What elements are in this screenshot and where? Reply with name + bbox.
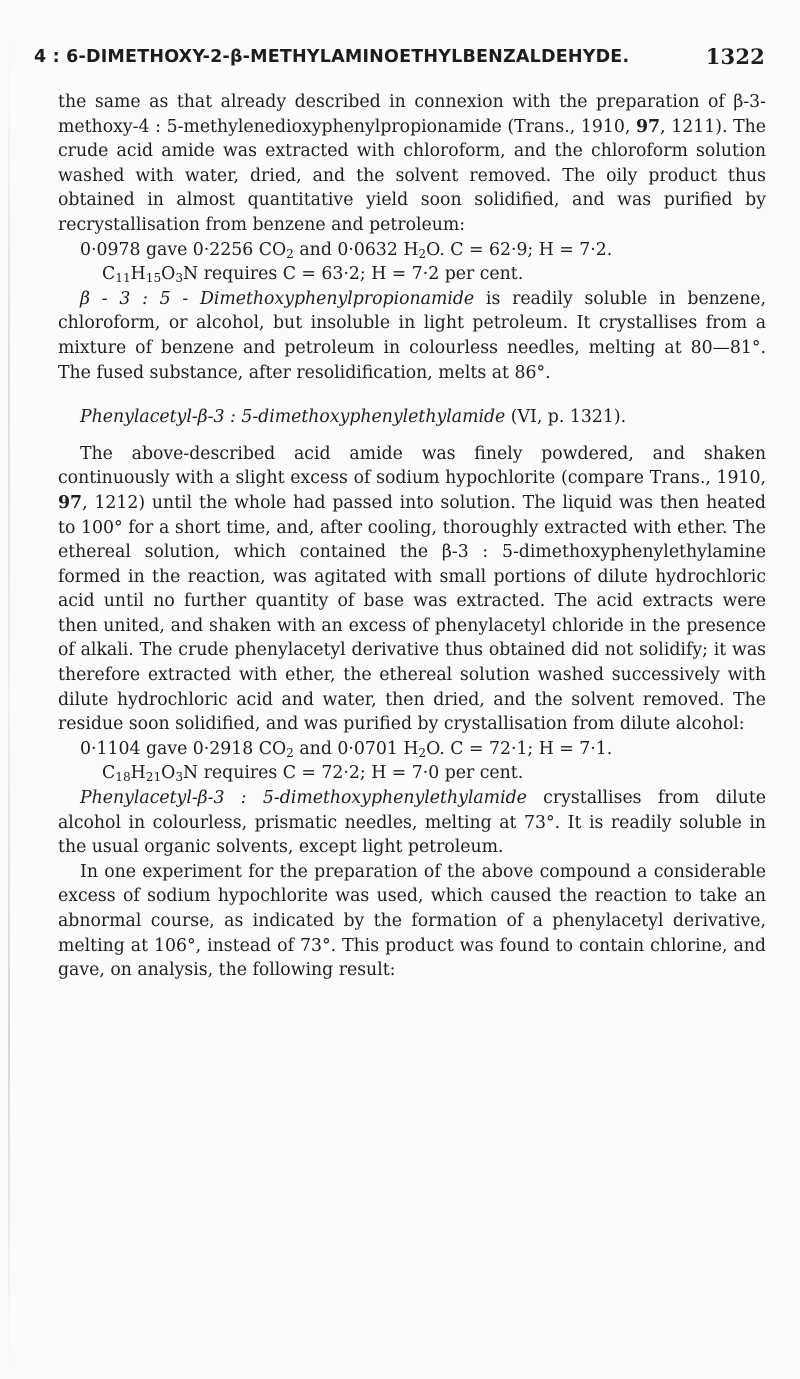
compound-name: Phenylacetyl-β-3 : 5-dimethoxyphenylethylamide — [80, 788, 527, 809]
text-run: O — [161, 763, 176, 784]
analysis-found-2 — [58, 737, 766, 762]
subscript: 2 — [418, 745, 427, 760]
section-heading-compound: Phenylacetyl-β-3 : 5-dimethoxyphenylethylamide — [80, 407, 506, 428]
subscript: 2 — [286, 745, 294, 760]
paragraph-amide-properties — [58, 786, 766, 860]
paragraph-propionamide-properties — [58, 287, 766, 385]
text-run: C — [102, 763, 116, 784]
volume-number: 97 — [636, 116, 661, 137]
text-run: 0·1104 gave 0·2918 CO — [80, 738, 287, 759]
text-run: H — [130, 763, 146, 784]
text-run: N requires C = 63·2; H = 7·2 per cent. — [183, 264, 524, 285]
section-heading — [58, 405, 766, 430]
compound-name: β - 3 : 5 - Dimethoxyphenylpropionamide — [80, 288, 475, 309]
body-text — [58, 90, 766, 983]
analysis-required-2 — [58, 761, 766, 786]
subscript: 11 — [115, 271, 131, 286]
section-heading-ref: (VI, p. 1321). — [505, 407, 627, 428]
text-run: , 1212) until the whole had passed into solution. The liquid was then heated to 100° for a short time, and, after cooling, thoroughly extracted with ether. The ethereal solution, which contained the β-3 : 5-dimethoxyphenylethylamine formed in the reaction, was agitated with small portions of dilute hydrochloric acid until no further quantity of base was extracted. The acid extracts were then united, and shaken with an excess of phenylacetyl chloride in the presence of alkali. The crude phenylacetyl derivative thus obtained did not solidify; it was therefore extracted with ether, the ethereal solution washed successively with dilute hydrochloric acid and water, then dried, and the solvent removed. The residue soon solidified, and was purified by crystallisation from dilute alcohol: — [58, 492, 766, 735]
text-run: N requires C = 72·2; H = 7·0 per cent. — [183, 763, 524, 784]
running-head — [34, 44, 765, 77]
text-run: In one experiment for the preparation of the above compound a considerable excess of sodium hypochlorite was used, which caused the reaction to take an abnormal course, as indicated by the formation of a phenylacetyl derivative, melting at 106°, instead of 73°. This product was found to contain chlorine, and gave, on analysis, the following result: — [58, 861, 766, 981]
text-run: O — [161, 264, 176, 285]
subscript: 21 — [145, 770, 162, 785]
text-run: is readily soluble in benzene, chloroform, or alcohol, but insoluble in light petroleum. It crystallises from a mixture of benzene and petroleum in colourless needles, melting at 80—81°. The fused substance, after resolidification, melts at 86°. — [58, 288, 766, 383]
text-run: C — [102, 264, 116, 285]
text-run: O. C = 62·9; H = 7·2. — [426, 239, 613, 260]
text-run: and 0·0701 H — [293, 738, 419, 759]
subscript: 15 — [145, 271, 162, 286]
paragraph-abnormal-course — [58, 860, 766, 983]
subscript: 3 — [175, 770, 184, 785]
subscript: 2 — [418, 246, 427, 261]
subscript: 3 — [175, 271, 184, 286]
text-run: , 1211). The crude acid amide was extracted with chloroform, and the chloroform solution washed with water, dried, and the solvent removed. The oily product thus obtained in almost quantitative yield soon solidified, and was purified by recrystallisation from benzene and petroleum: — [58, 116, 767, 235]
text-run: The above-described acid amide was finely powdered, and shaken continuously with a slight excess of sodium hypochlorite (compare Trans., 1910, — [58, 443, 766, 489]
scan-edge-shadow — [8, 40, 10, 1370]
text-run: H — [130, 264, 146, 285]
analysis-required-1 — [58, 262, 766, 287]
text-run: 0·0978 gave 0·2256 CO — [80, 239, 287, 260]
text-run: and 0·0632 H — [293, 239, 419, 260]
text-run: the same as that already described in connexion with the preparation of β-3-methoxy-4 : 5-methylenedioxyphenylpropionamide (Trans., 1910, — [58, 92, 766, 137]
subscript: 2 — [286, 246, 294, 261]
subscript: 18 — [115, 770, 131, 785]
volume-number: 97 — [58, 492, 83, 513]
text-run: O. C = 72·1; H = 7·1. — [426, 738, 613, 759]
running-head-title: 4 : 6-DIMETHOXY-2-β-METHYLAMINOETHYLBENZALDEHYDE. — [34, 47, 630, 67]
paragraph-preparation — [58, 90, 766, 238]
text-run: crystallises from dilute alcohol in colourless, prismatic needles, melting at 73°. It is readily soluble in the usual organic solvents, except light petroleum. — [58, 788, 766, 858]
analysis-found-1 — [58, 238, 766, 263]
paragraph-procedure — [58, 442, 766, 737]
page-number: 1322 — [705, 44, 765, 69]
